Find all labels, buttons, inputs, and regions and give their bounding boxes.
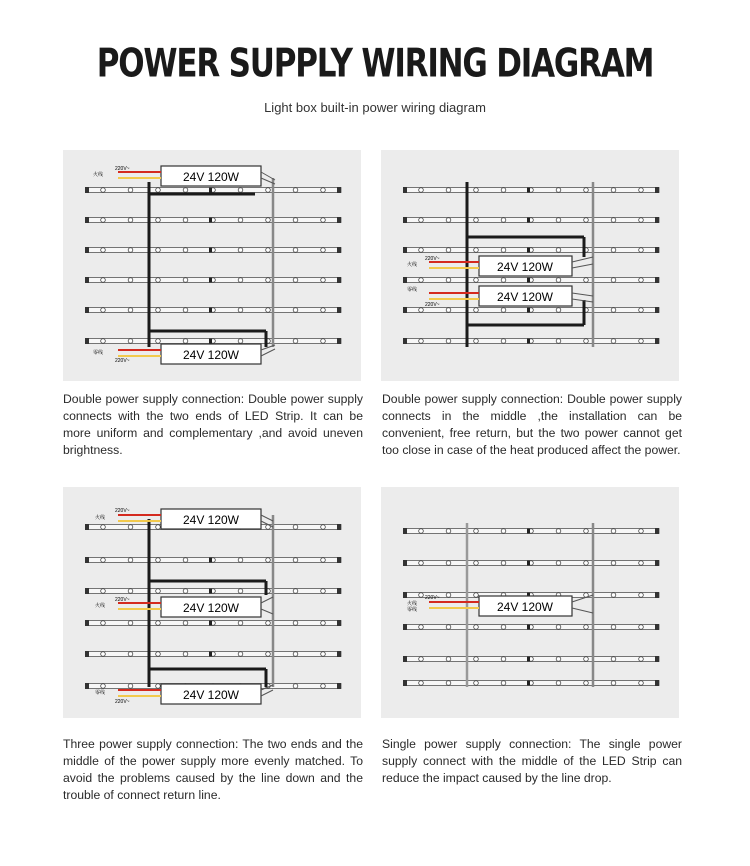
led-strip	[403, 187, 659, 193]
diagram-panel-single-supply	[381, 487, 679, 718]
live-wire-label: 火线	[407, 601, 418, 607]
power-supply	[161, 509, 261, 529]
led-strip	[403, 656, 659, 662]
wiring-diagram-1	[63, 150, 361, 381]
voltage-label: 220V~	[425, 595, 440, 601]
live-wire-label: 火线	[407, 262, 418, 268]
page-subtitle: Light box built-in power wiring diagram	[264, 100, 486, 115]
wiring-diagram-2	[381, 150, 679, 381]
led-strip	[403, 338, 659, 344]
led-strip	[403, 680, 659, 686]
voltage-label: 220V~	[425, 302, 440, 308]
led-strip	[403, 560, 659, 566]
caption-panel-1: Double power supply connection: Double power supply connects with the two ends of LED Strip. It can be more uniform and complementary ,and avoid uneven brightness.	[63, 392, 363, 457]
voltage-label: 220V~	[115, 597, 130, 603]
power-supply-label: 24V 120W	[182, 601, 240, 615]
voltage-label: 220V~	[115, 699, 130, 705]
power-supply-label: 24V 120W	[182, 513, 240, 527]
led-strip	[85, 588, 341, 594]
led-strip	[85, 651, 341, 657]
diagram-panel-double-middle	[381, 150, 679, 381]
power-supply	[161, 166, 261, 186]
power-supply	[161, 684, 261, 704]
power-supply-label: 24V 120W	[182, 688, 240, 702]
power-supply	[479, 596, 572, 616]
voltage-label: 220V~	[115, 166, 130, 172]
wiring-diagram-3	[63, 487, 361, 718]
led-strip	[403, 247, 659, 253]
neutral-wire-label: 零线	[95, 690, 106, 696]
caption-panel-4: Single power supply connection: The single power supply connect with the middle of the LED Strip can reduce the impact caused by the line drop.	[382, 737, 682, 785]
power-supply	[479, 256, 572, 276]
live-wire-label: 火线	[95, 603, 106, 609]
diagram-panel-double-ends	[63, 150, 361, 381]
voltage-label: 220V~	[115, 508, 130, 514]
page-title: POWER SUPPLY WIRING DIAGRAM	[96, 41, 654, 87]
input-wires	[93, 166, 161, 364]
led-strip	[403, 277, 659, 283]
voltage-label: 220V~	[425, 256, 440, 262]
power-supply-label: 24V 120W	[496, 290, 554, 304]
power-supply-label: 24V 120W	[182, 348, 240, 362]
neutral-wire-label: 零线	[407, 287, 418, 293]
live-wire-label: 火线	[93, 172, 104, 178]
led-strip	[85, 557, 341, 563]
power-supply	[161, 597, 261, 617]
power-supply-label: 24V 120W	[182, 170, 240, 184]
led-strip	[85, 187, 341, 193]
caption-panel-2: Double power supply connection: Double power supply connects in the middle ,the installation can be convenient, free return, but the two power cannot get too close in case of the heat produced affect the power.	[382, 392, 682, 457]
power-supply-label: 24V 120W	[496, 260, 554, 274]
led-strip	[403, 528, 659, 534]
diagram-panel-three-supplies	[63, 487, 361, 718]
voltage-label: 220V~	[115, 358, 130, 364]
led-strip	[85, 217, 341, 223]
power-supply-label: 24V 120W	[496, 600, 554, 614]
led-strip	[85, 247, 341, 253]
power-supply	[161, 344, 261, 364]
neutral-wire-label: 零线	[407, 607, 418, 613]
led-strip	[403, 217, 659, 223]
live-wire-label: 火线	[95, 515, 106, 521]
caption-panel-3: Three power supply connection: The two ends and the middle of the power supply more evenly matched. To avoid the problems caused by the line down and the trouble of connect return line.	[63, 737, 363, 802]
led-strip	[85, 338, 341, 344]
led-strip	[403, 307, 659, 313]
led-strip	[85, 277, 341, 283]
led-strip	[85, 307, 341, 313]
led-strip	[403, 624, 659, 630]
led-strip	[85, 620, 341, 626]
neutral-wire-label: 零线	[93, 350, 104, 356]
wiring-diagram-4	[381, 487, 679, 718]
input-wires	[95, 508, 161, 705]
power-supply	[479, 286, 572, 306]
